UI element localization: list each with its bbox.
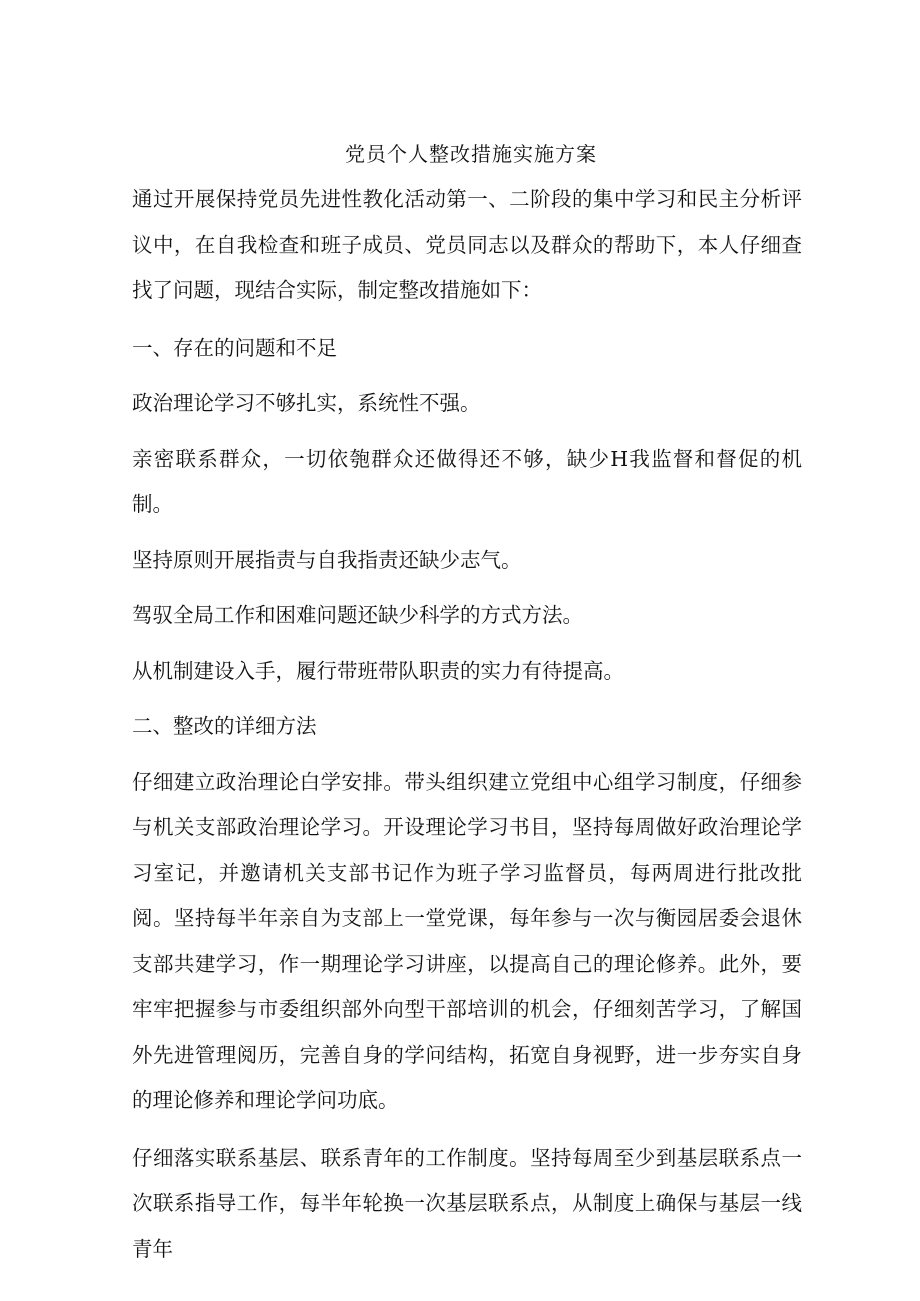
paragraph-problem-4: 驾驭全局工作和困难问题还缺少科学的方式方法。	[132, 603, 583, 627]
paragraph-problem-5: 从机制建设入手，履行带班带队职责的实力有待提高。	[132, 658, 624, 683]
paragraph-method-2: 仔细落实联系基层、联系青年的工作制度。坚持每周至少到基层联系点一次联系指导工作，每半年轮换一次基层联系点，从制度上确保与基层一线青年	[132, 1145, 802, 1261]
paragraph-problem-1: 政治理论学习不够扎实，系统性不强。	[132, 391, 481, 415]
document-title: 党员个人整改措施实施方案	[345, 142, 597, 166]
paragraph-problem-2: 亲密联系群众，一切依匏群众还做得还不够，缺少H我监督和督促的机制。	[132, 446, 802, 516]
section-heading-problems: 一、存在的问题和不足	[132, 335, 337, 360]
paragraph-method-1: 仔细建立政治理论白学安排。带头组织建立党组中心组学习制度，仔细参与机关支部政治理论学习。开设理论学习书目，坚持每周做好政治理论学习室记，并邀请机关支部书记作为班子学习监督员，每两周进行批改批阅。坚持每半年亲自为支部上一堂党课，每年参与一次与衡园居委会退休支部共建学习，作一期理论学习讲座，以提高自己的理论修养。此外，要牢牢把握参与市委组织部外向型干部培训的机会，仔细刻苦学习，了解国外先进管理阅历，完善自身的学问结构，拓宽自身视野，进一步夯实自身的理论修养和理论学问功底。	[132, 769, 802, 1112]
paragraph-intro: 通过开展保持党员先进性教化活动第一、二阶段的集中学习和民主分析评议中，在自我检查和班子成员、党员同志以及群众的帮助下，本人仔细查找了问题，现结合实际，制定整改措施如下：	[132, 187, 802, 302]
paragraph-problem-3: 坚持原则开展指责与自我指责还缺少志气。	[132, 547, 522, 572]
section-heading-methods: 二、整改的详细方法	[132, 714, 317, 738]
